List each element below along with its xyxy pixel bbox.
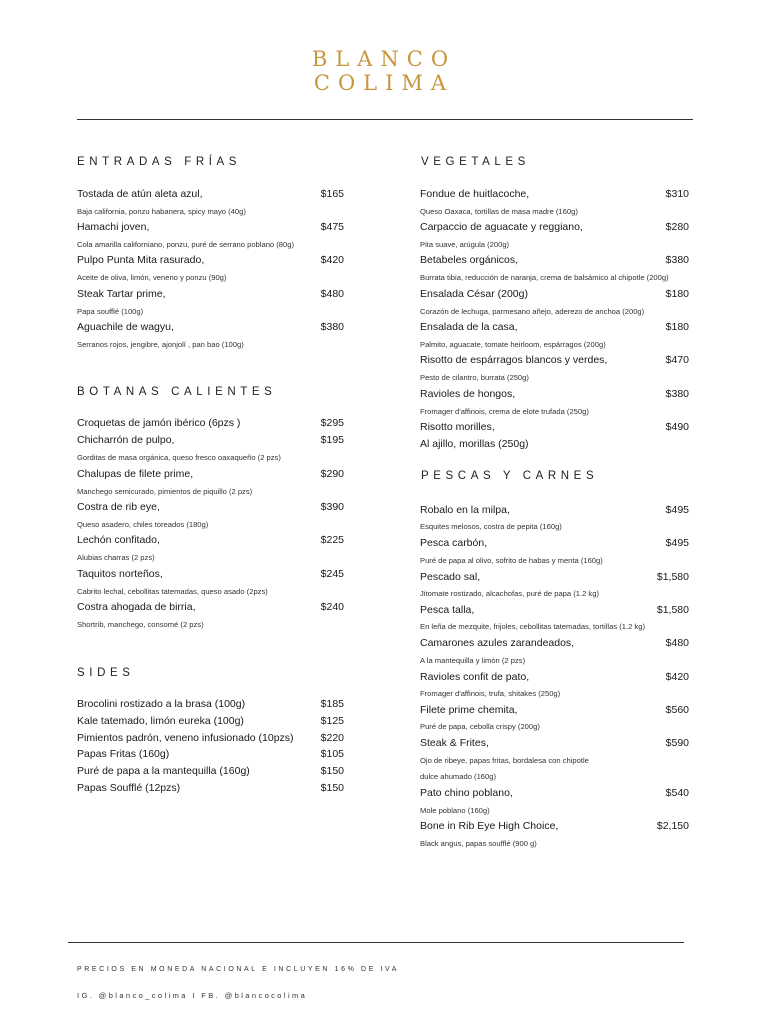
item-description: Queso Oaxaca, tortillas de masa madre (160g) bbox=[420, 207, 578, 216]
item-description: Pesto de cilantro, burrata (250g) bbox=[420, 373, 529, 382]
menu-item bbox=[77, 697, 344, 711]
item-description: Papa soufflé (100g) bbox=[77, 307, 144, 316]
brand-line-2: COLIMA bbox=[313, 71, 455, 95]
item-description: Puré de papa al olivo, sofrito de habas y menta (160g) bbox=[420, 556, 603, 565]
item-price: $220 bbox=[320, 732, 344, 744]
item-price: $1,580 bbox=[656, 571, 689, 583]
item-description: Palmito, aguacate, tomate heirloom, espárragos (200g) bbox=[420, 340, 606, 349]
item-price: $150 bbox=[320, 782, 344, 794]
item-name: Bone in Rib Eye High Choice, bbox=[420, 820, 559, 832]
menu-item bbox=[420, 420, 689, 434]
item-name: Camarones azules zarandeados, bbox=[420, 637, 575, 649]
item-description: Cola amarilla californiano, ponzu, puré de serrano poblano (80g) bbox=[77, 240, 294, 249]
item-name: Ravioles de hongos, bbox=[420, 388, 516, 400]
menu-item bbox=[420, 736, 689, 750]
menu-item bbox=[77, 416, 344, 430]
item-price: $185 bbox=[320, 698, 344, 710]
menu-item bbox=[420, 670, 689, 684]
item-description: Baja california, ponzu habanera, spicy mayo (40g) bbox=[77, 207, 246, 216]
item-price: $125 bbox=[320, 715, 344, 727]
menu-item bbox=[77, 433, 344, 447]
menu-item bbox=[420, 503, 689, 517]
menu-item bbox=[420, 387, 689, 401]
menu-item bbox=[420, 437, 689, 451]
brand-line-1: BLANCO bbox=[311, 47, 457, 71]
item-name: Carpaccio de aguacate y reggiano, bbox=[420, 221, 583, 233]
item-name: Pulpo Punta Mita rasurado, bbox=[77, 254, 205, 266]
menu-item bbox=[420, 703, 689, 717]
item-name: Robalo en la milpa, bbox=[420, 504, 510, 516]
item-name: Steak Tartar prime, bbox=[77, 288, 166, 300]
tax-note: PRECIOS EN MONEDA NACIONAL E INCLUYEN 16% DE IVA bbox=[77, 966, 400, 973]
menu-item bbox=[77, 747, 344, 761]
item-description: Puré de papa, cebolla crispy (200g) bbox=[420, 722, 540, 731]
social-handles: IG. @blanco_colima I FB. @blancocolima bbox=[77, 991, 308, 1000]
item-price: $490 bbox=[665, 421, 689, 433]
menu-item bbox=[420, 353, 689, 367]
section-title-botanas-calientes: BOTANAS CALIENTES bbox=[77, 386, 277, 398]
menu-item bbox=[420, 287, 689, 301]
menu-item bbox=[420, 536, 689, 550]
menu-item bbox=[420, 603, 689, 617]
item-description: Esquites melosos, costra de pepita (160g) bbox=[420, 522, 562, 531]
item-name: Pato chino poblano, bbox=[420, 787, 513, 799]
item-name: Filete prime chemita, bbox=[420, 704, 518, 716]
item-description: Shortrib, manchego, consomé (2 pzs) bbox=[77, 620, 204, 629]
section-title-vegetales: VEGETALES bbox=[421, 156, 530, 168]
item-description: Fromager d'affinois, crema de elote trufada (250g) bbox=[420, 407, 589, 416]
menu-item bbox=[420, 220, 689, 234]
menu-item bbox=[420, 320, 689, 334]
item-description: Cabrito lechal, cebollitas tatemadas, queso asado (2pzs) bbox=[77, 587, 268, 596]
item-description: Queso asadero, chiles toreados (180g) bbox=[77, 520, 209, 529]
item-price: $495 bbox=[665, 537, 689, 549]
item-description: Manchego semicurado, pimientos de piquillo (2 pzs) bbox=[77, 487, 253, 496]
item-price: $165 bbox=[320, 188, 344, 200]
item-name: Risotto de espárragos blancos y verdes, bbox=[420, 354, 608, 366]
item-price: $420 bbox=[665, 671, 689, 683]
item-name: Ensalada César (200g) bbox=[420, 288, 528, 300]
item-description: dulce ahumado (160g) bbox=[420, 772, 496, 781]
item-name: Ravioles confit de pato, bbox=[420, 671, 530, 683]
item-price: $225 bbox=[320, 534, 344, 546]
item-description: Burrata tibia, reducción de naranja, crema de balsámico al chipotle (200g) bbox=[420, 273, 669, 282]
menu-item bbox=[77, 320, 344, 334]
menu-item bbox=[77, 781, 344, 795]
menu-item bbox=[77, 567, 344, 581]
item-description: Corazón de lechuga, parmesano añejo, aderezo de anchoa (200g) bbox=[420, 307, 645, 316]
item-name: Chicharrón de pulpo, bbox=[77, 434, 175, 446]
item-price: $310 bbox=[665, 188, 689, 200]
item-price: $290 bbox=[320, 468, 344, 480]
item-price: $540 bbox=[665, 787, 689, 799]
section-title-sides: SIDES bbox=[77, 667, 135, 679]
item-description: Mole poblano (160g) bbox=[420, 806, 490, 815]
item-price: $380 bbox=[665, 388, 689, 400]
item-name: Al ajillo, morillas (250g) bbox=[420, 438, 529, 450]
top-divider bbox=[77, 119, 693, 120]
section-title-entradas-frias: ENTRADAS FRÍAS bbox=[77, 156, 242, 168]
menu-item bbox=[420, 570, 689, 584]
item-name: Pimientos padrón, veneno infusionado (10pzs) bbox=[77, 732, 294, 744]
item-name: Papas Soufflé (12pzs) bbox=[77, 782, 181, 794]
item-price: $180 bbox=[665, 321, 689, 333]
item-description: Ojo de ribeye, papas fritas, bordalesa con chipotle bbox=[420, 756, 589, 765]
item-price: $295 bbox=[320, 417, 344, 429]
menu-item bbox=[77, 500, 344, 514]
item-price: $1,580 bbox=[656, 604, 689, 616]
item-description: Aceite de oliva, limón, veneno y ponzu (90g) bbox=[77, 273, 227, 282]
item-description: En leña de mezquite, frijoles, cebollitas tatemadas, tortillas (1.2 kg) bbox=[420, 622, 645, 631]
item-price: $105 bbox=[320, 748, 344, 760]
item-price: $280 bbox=[665, 221, 689, 233]
item-price: $480 bbox=[320, 288, 344, 300]
menu-item bbox=[77, 714, 344, 728]
item-name: Lechón confitado, bbox=[77, 534, 160, 546]
item-name: Pesca talla, bbox=[420, 604, 475, 616]
item-price: $590 bbox=[665, 737, 689, 749]
item-price: $495 bbox=[665, 504, 689, 516]
item-name: Hamachi joven, bbox=[77, 221, 150, 233]
item-description: Fromager d'affinois, trufa, shitakes (250g) bbox=[420, 689, 561, 698]
menu-item bbox=[77, 287, 344, 301]
item-description: Serranos rojos, jengibre, ajonjolí , pan bao (100g) bbox=[77, 340, 244, 349]
item-price: $470 bbox=[665, 354, 689, 366]
menu-item bbox=[77, 220, 344, 234]
item-price: $180 bbox=[665, 288, 689, 300]
item-name: Puré de papa a la mantequilla (160g) bbox=[77, 765, 250, 777]
menu-item bbox=[420, 253, 689, 267]
item-price: $480 bbox=[665, 637, 689, 649]
item-name: Aguachile de wagyu, bbox=[77, 321, 174, 333]
item-description: Alubias charras (2 pzs) bbox=[77, 553, 155, 562]
menu-item bbox=[420, 819, 689, 833]
item-description: Pita suave, arúgula (200g) bbox=[420, 240, 510, 249]
menu-item bbox=[77, 467, 344, 481]
item-price: $420 bbox=[320, 254, 344, 266]
item-price: $390 bbox=[320, 501, 344, 513]
item-description: Black angus, papas soufflé (900 g) bbox=[420, 839, 537, 848]
item-name: Betabeles orgánicos, bbox=[420, 254, 519, 266]
section-title-pescas-y-carnes: PESCAS Y CARNES bbox=[421, 470, 599, 482]
item-name: Ensalada de la casa, bbox=[420, 321, 518, 333]
item-price: $380 bbox=[320, 321, 344, 333]
menu-item bbox=[77, 600, 344, 614]
item-name: Kale tatemado, limón eureka (100g) bbox=[77, 715, 244, 727]
item-price: $195 bbox=[320, 434, 344, 446]
menu-item bbox=[77, 253, 344, 267]
menu-item bbox=[420, 786, 689, 800]
menu-item bbox=[420, 636, 689, 650]
item-name: Pescado sal, bbox=[420, 571, 481, 583]
item-description: Jitomate rostizado, alcachofas, puré de papa (1.2 kg) bbox=[420, 589, 599, 598]
item-name: Risotto morilles, bbox=[420, 421, 495, 433]
menu-item bbox=[77, 187, 344, 201]
item-name: Steak & Frites, bbox=[420, 737, 489, 749]
item-price: $150 bbox=[320, 765, 344, 777]
item-name: Chalupas de filete prime, bbox=[77, 468, 194, 480]
item-description: A la mantequilla y limón (2 pzs) bbox=[420, 656, 526, 665]
item-name: Papas Fritas (160g) bbox=[77, 748, 170, 760]
item-name: Brocolini rostizado a la brasa (100g) bbox=[77, 698, 246, 710]
item-name: Croquetas de jamón ibérico (6pzs ) bbox=[77, 417, 241, 429]
item-name: Pesca carbón, bbox=[420, 537, 488, 549]
bottom-divider bbox=[68, 942, 684, 943]
item-price: $475 bbox=[320, 221, 344, 233]
item-price: $245 bbox=[320, 568, 344, 580]
item-description: Gorditas de masa orgánica, queso fresco oaxaqueño (2 pzs) bbox=[77, 453, 281, 462]
menu-item bbox=[77, 533, 344, 547]
item-price: $240 bbox=[320, 601, 344, 613]
item-price: $380 bbox=[665, 254, 689, 266]
item-name: Taquitos norteños, bbox=[77, 568, 163, 580]
item-name: Fondue de huitlacoche, bbox=[420, 188, 530, 200]
menu-item bbox=[77, 731, 344, 745]
item-name: Costra de rib eye, bbox=[77, 501, 160, 513]
menu-item bbox=[420, 187, 689, 201]
item-price: $560 bbox=[665, 704, 689, 716]
item-name: Costra ahogada de birria, bbox=[77, 601, 196, 613]
item-price: $2,150 bbox=[656, 820, 689, 832]
item-name: Tostada de atún aleta azul, bbox=[77, 188, 203, 200]
menu-item bbox=[77, 764, 344, 778]
